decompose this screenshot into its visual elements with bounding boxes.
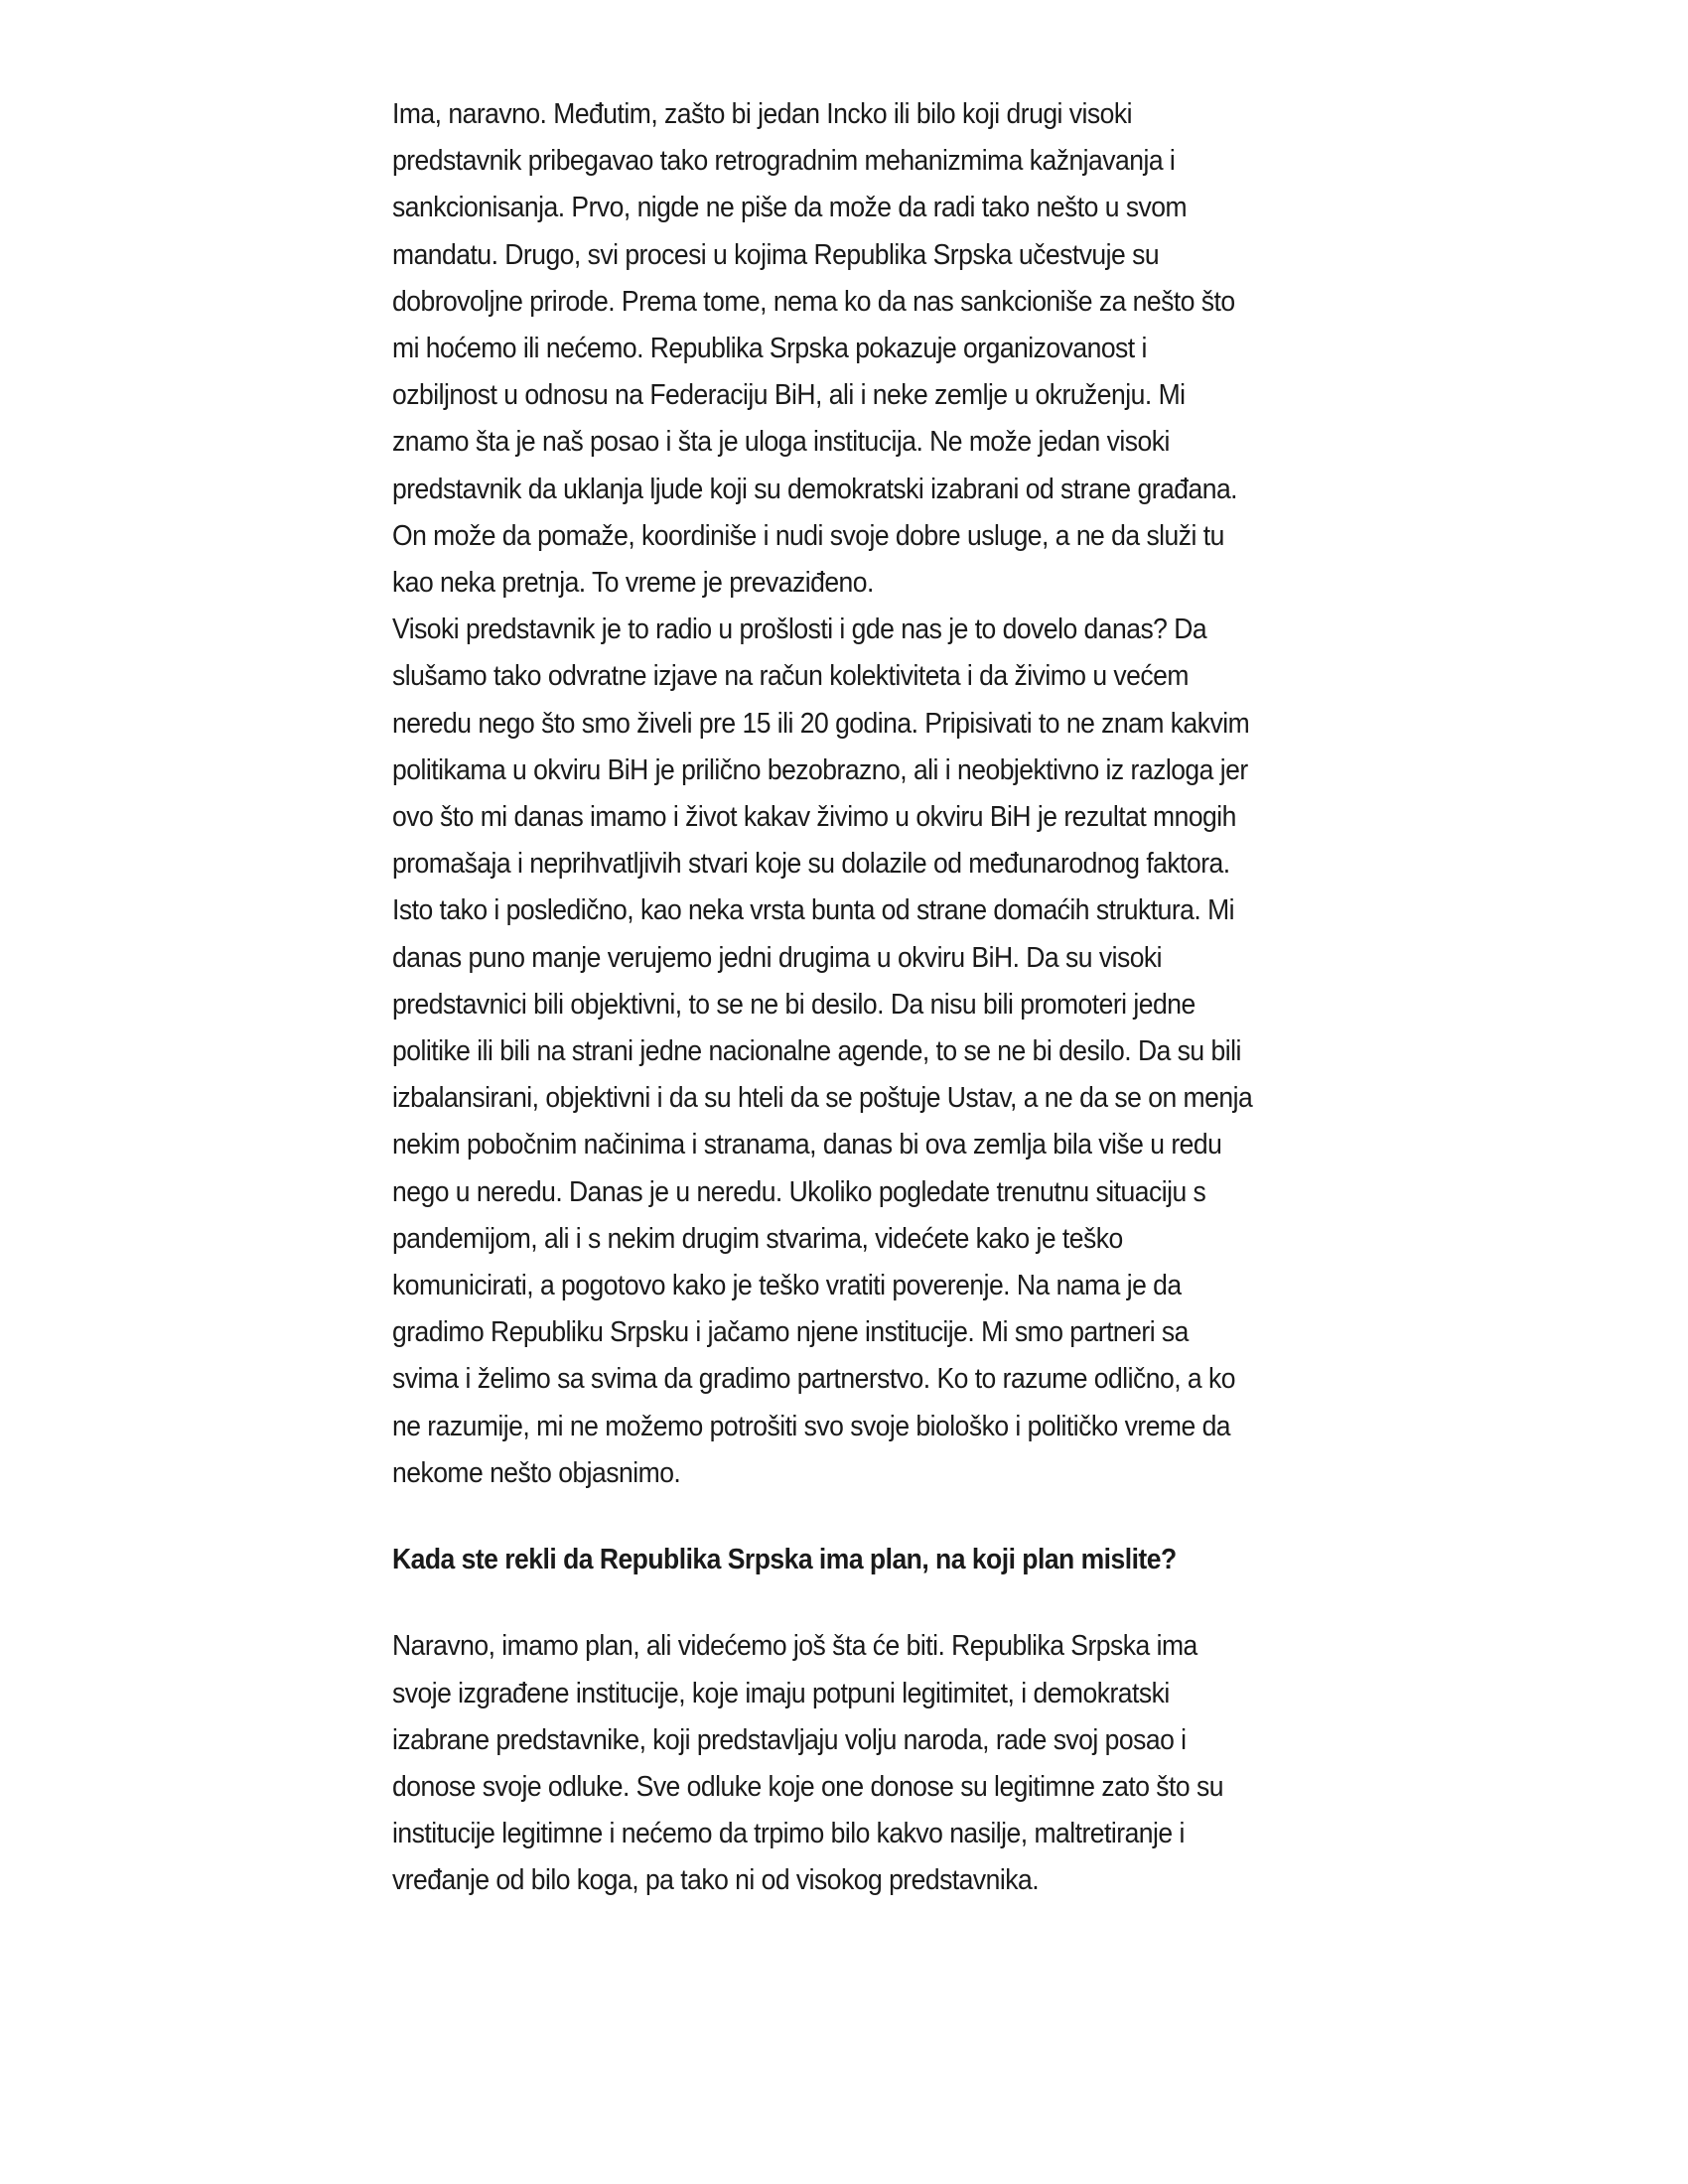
text-line: nekim pobočnim načinima i stranama, danas bi ova zemlja bila više u redu: [392, 1129, 1222, 1161]
interview-question: [392, 1537, 1405, 1583]
text-line: predstavnik pribegavao tako retrogradnim mehanizmima kažnjavanja i: [392, 145, 1176, 178]
text-line: kao neka pretnja. To vreme je prevaziđeno.: [392, 567, 874, 600]
text-line: danas puno manje verujemo jedni drugima u okviru BiH. Da su visoki: [392, 941, 1163, 974]
text-line: predstavnici bili objektivni, to se ne bi desilo. Da nisu bili promoteri jedne: [392, 988, 1196, 1021]
answer-paragraph-1: [392, 91, 1405, 607]
text-line: mandatu. Drugo, svi procesi u kojima Republika Srpska učestvuje su: [392, 238, 1160, 271]
text-line: Naravno, imamo plan, ali videćemo još šta će biti. Republika Srpska ima: [392, 1630, 1197, 1663]
text-line: On može da pomaže, koordiniše i nudi svoje dobre usluge, a ne da služi tu: [392, 519, 1224, 552]
question-text: Kada ste rekli da Republika Srpska ima plan, na koji plan mislite?: [392, 1544, 1177, 1576]
text-line: nego u neredu. Danas je u neredu. Ukoliko pogledate trenutnu situaciju s: [392, 1175, 1206, 1208]
text-line: promašaja i neprihvatljivih stvari koje su dolazile od međunarodnog faktora.: [392, 848, 1230, 881]
text-line: mi hoćemo ili nećemo. Republika Srpska pokazuje organizovanost i: [392, 333, 1147, 365]
text-line: nekome nešto objasnimo.: [392, 1456, 681, 1489]
text-line: Visoki predstavnik je to radio u prošlosti i gde nas je to dovelo danas? Da: [392, 614, 1207, 646]
text-line: predstavnik da uklanja ljude koji su demokratski izabrani od strane građana.: [392, 473, 1238, 505]
text-line: gradimo Republiku Srpsku i jačamo njene institucije. Mi smo partneri sa: [392, 1316, 1189, 1349]
text-line: vređanje od bilo koga, pa tako ni od visokog predstavnika.: [392, 1864, 1040, 1897]
text-line: ne razumije, mi ne možemo potrošiti svo svoje biološko i političko vreme da: [392, 1410, 1231, 1442]
text-line: institucije legitimne i nećemo da trpimo bilo kakvo nasilje, maltretiranje i: [392, 1818, 1185, 1850]
text-line: komunicirati, a pogotovo kako je teško vratiti poverenje. Na nama je da: [392, 1270, 1182, 1302]
text-line: slušamo tako odvratne izjave na račun kolektiviteta i da živimo u većem: [392, 660, 1189, 693]
text-line: svima i želimo sa svima da gradimo partnerstvo. Ko to razume odlično, a ko: [392, 1363, 1235, 1396]
text-line: pandemijom, ali i s nekim drugim stvarima, videćete kako je teško: [392, 1222, 1123, 1255]
text-line: izabrane predstavnike, koji predstavljaju volju naroda, rade svoj posao i: [392, 1723, 1187, 1756]
text-line: neredu nego što smo živeli pre 15 ili 20 godina. Pripisivati to ne znam kakvim: [392, 707, 1250, 740]
text-line: politike ili bili na strani jedne nacionalne agende, to se ne bi desilo. Da su bili: [392, 1035, 1241, 1068]
text-line: znamo šta je naš posao i šta je uloga institucija. Ne može jedan visoki: [392, 426, 1170, 459]
document-page: [392, 91, 1405, 1905]
text-line: Ima, naravno. Međutim, zašto bi jedan Incko ili bilo koji drugi visoki: [392, 98, 1132, 130]
text-line: Isto tako i posledično, kao neka vrsta bunta od strane domaćih struktura. Mi: [392, 894, 1235, 927]
text-line: politikama u okviru BiH je prilično bezobrazno, ali i neobjektivno iz razloga jer: [392, 753, 1248, 786]
answer-paragraph-2: [392, 607, 1405, 1497]
text-line: dobrovoljne prirode. Prema tome, nema ko da nas sankcioniše za nešto što: [392, 285, 1235, 318]
text-line: ovo što mi danas imamo i život kakav živimo u okviru BiH je rezultat mnogih: [392, 801, 1236, 834]
answer-paragraph-3: [392, 1623, 1405, 1904]
text-line: svoje izgrađene institucije, koje imaju potpuni legitimitet, i demokratski: [392, 1677, 1170, 1709]
text-line: izbalansirani, objektivni i da su hteli da se poštuje Ustav, a ne da se on menja: [392, 1082, 1253, 1115]
text-line: sankcionisanja. Prvo, nigde ne piše da može da radi tako nešto u svom: [392, 192, 1188, 224]
text-line: donose svoje odluke. Sve odluke koje one donose su legitimne zato što su: [392, 1770, 1223, 1803]
text-line: ozbiljnost u odnosu na Federaciju BiH, ali i neke zemlje u okruženju. Mi: [392, 379, 1186, 412]
